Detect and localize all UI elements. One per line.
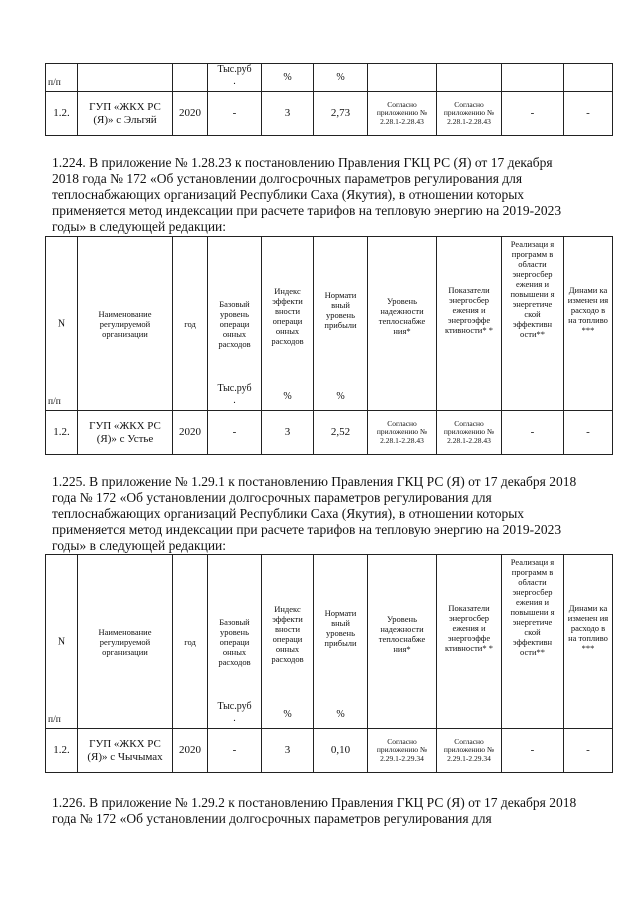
header-program: Реализаци я программ в области энергосбер ежения и повышени я энергетиче ской эффективн ости**: [502, 555, 564, 729]
paragraph-line: 1.226. В приложение № 1.29.2 к постановлению Правления ГКЦ РС (Я) от 17 декабря 2018: [52, 795, 577, 810]
program-implementation: -: [502, 411, 564, 455]
reliability-level: Согласно приложению № 2.28.1-2.28.43: [368, 92, 437, 136]
org-name: ГУП «ЖКХ РС (Я)» с Эльгяй: [78, 92, 173, 136]
header-efficiency-index: Индекс эффекти вности операци онных расходов %: [262, 237, 314, 411]
cell-pct: %: [314, 64, 368, 92]
year: 2020: [173, 411, 208, 455]
reliability-level: Согласно приложению № 2.29.1-2.29.34: [368, 729, 437, 773]
fuel-dynamics: -: [564, 729, 613, 773]
program-implementation: -: [502, 92, 564, 136]
paragraph-line: годы» в следующей редакции:: [52, 538, 227, 553]
row-number: 1.2.: [46, 92, 78, 136]
efficiency-index: 3: [262, 92, 314, 136]
paragraph-line: годы» в следующей редакции:: [52, 219, 227, 234]
fuel-dynamics: -: [564, 411, 613, 455]
year: 2020: [173, 729, 208, 773]
table-header-row: [46, 555, 613, 729]
table-header-row: [46, 237, 613, 411]
header-reliability: Уровень надежности теплоснабже ния*: [368, 237, 437, 411]
header-efficiency-index: Индекс эффекти вности операци онных расходов %: [262, 555, 314, 729]
header-energy-saving: Показатели энергосбер ежения и энергоэффе ктивности* *: [437, 237, 502, 411]
row-number: 1.2.: [46, 729, 78, 773]
base-opex: -: [208, 411, 262, 455]
cell-pct: %: [262, 64, 314, 92]
base-opex: -: [208, 729, 262, 773]
header-reliability: Уровень надежности теплоснабже ния*: [368, 555, 437, 729]
header-program: Реализаци я программ в области энергосбер ежения и повышени я энергетиче ской эффективн ости**: [502, 237, 564, 411]
table-1-224: [45, 236, 613, 455]
energy-saving-indicators: Согласно приложению № 2.28.1-2.28.43: [437, 411, 502, 455]
org-name: ГУП «ЖКХ РС (Я)» с Устье: [78, 411, 173, 455]
header-n: N п/п: [46, 237, 78, 411]
row-number: 1.2.: [46, 411, 78, 455]
org-name: ГУП «ЖКХ РС (Я)» с Чычымах: [78, 729, 173, 773]
paragraph-line: 2018 года № 172 «Об установлении долгосрочных параметров регулирования для: [52, 171, 523, 186]
paragraph-1-225: [52, 474, 608, 554]
table-1-225: [45, 554, 613, 773]
paragraph-line: 1.224. В приложение № 1.28.23 к постановлению Правления ГКЦ РС (Я) от 17 декабря: [52, 155, 553, 170]
header-base-opex: Базовый уровень операци онных расходов Тыс.руб .: [208, 237, 262, 411]
energy-saving-indicators: Согласно приложению № 2.29.1-2.29.34: [437, 729, 502, 773]
efficiency-index: 3: [262, 411, 314, 455]
header-base-opex: Базовый уровень операци онных расходов Тыс.руб .: [208, 555, 262, 729]
program-implementation: -: [502, 729, 564, 773]
fuel-dynamics: -: [564, 92, 613, 136]
efficiency-index: 3: [262, 729, 314, 773]
header-normative-profit: Нормати вный уровень прибыли %: [314, 237, 368, 411]
table-row: [46, 729, 613, 773]
header-org: Наименование регулируемой организации: [78, 555, 173, 729]
reliability-level: Согласно приложению № 2.28.1-2.28.43: [368, 411, 437, 455]
header-n: N п/п: [46, 555, 78, 729]
table-row: [46, 411, 613, 455]
cell-np: п/п: [46, 64, 78, 92]
paragraph-line: 1.225. В приложение № 1.29.1 к постановлению Правления ГКЦ РС (Я) от 17 декабря 2018: [52, 474, 577, 489]
year: 2020: [173, 92, 208, 136]
paragraph-1-226: [52, 795, 608, 827]
header-normative-profit: Нормати вный уровень прибыли %: [314, 555, 368, 729]
paragraph-line: применяется метод индексации при расчете тарифов на тепловую энергию на 2019-2023: [52, 522, 562, 537]
header-year: год: [173, 555, 208, 729]
normative-profit: 2,73: [314, 92, 368, 136]
top-table-header-row: [46, 64, 613, 92]
normative-profit: 2,52: [314, 411, 368, 455]
header-fuel-dynamics: Динами ка изменен ия расходо в на топливо ***: [564, 555, 613, 729]
energy-saving-indicators: Согласно приложению № 2.28.1-2.28.43: [437, 92, 502, 136]
header-year: год: [173, 237, 208, 411]
paragraph-1-224: [52, 155, 608, 235]
header-energy-saving: Показатели энергосбер ежения и энергоэффе ктивности* *: [437, 555, 502, 729]
paragraph-line: теплоснабжающих организаций Республики Саха (Якутия), в отношении которых: [52, 187, 525, 202]
paragraph-line: применяется метод индексации при расчете тарифов на тепловую энергию на 2019-2023: [52, 203, 562, 218]
header-org: Наименование регулируемой организации: [78, 237, 173, 411]
header-fuel-dynamics: Динами ка изменен ия расходо в на топливо ***: [564, 237, 613, 411]
paragraph-line: теплоснабжающих организаций Республики Саха (Якутия), в отношении которых: [52, 506, 525, 521]
paragraph-line: года № 172 «Об установлении долгосрочных параметров регулирования для: [52, 490, 492, 505]
normative-profit: 0,10: [314, 729, 368, 773]
top-table: [45, 63, 613, 136]
paragraph-line: года № 172 «Об установлении долгосрочных параметров регулирования для: [52, 811, 492, 826]
base-opex: -: [208, 92, 262, 136]
cell-unit-rub: Тыс.руб .: [208, 64, 262, 92]
table-row: [46, 92, 613, 136]
